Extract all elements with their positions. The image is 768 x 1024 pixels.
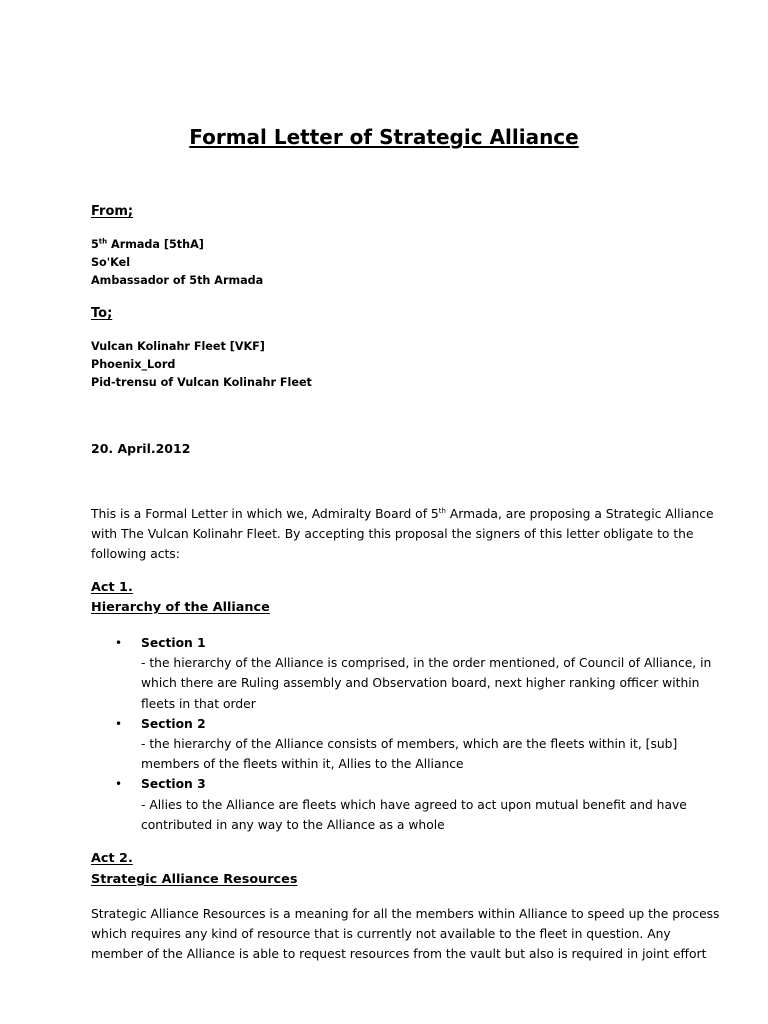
intro-line-1 <box>91 504 714 524</box>
act-2-paragraph <box>91 904 720 965</box>
intro-line-2: with The Vulcan Kolinahr Fleet. By accepting this proposal the signers of this letter obligate to the <box>91 527 694 542</box>
section-text-line: - the hierarchy of the Alliance consists of members, which are the fleets within it, [sub] <box>141 737 678 752</box>
section-item <box>113 633 712 714</box>
from-heading: From; <box>91 204 134 219</box>
intro-line-1-end: Armada, are proposing a Strategic Alliance <box>445 507 714 521</box>
act-2-line: member of the Alliance is able to request resources from the vault but also is required in joint effort <box>91 947 707 962</box>
bullet-icon: • <box>115 636 123 650</box>
document-title: Formal Letter of Strategic Alliance <box>189 125 579 149</box>
act-2-title: Strategic Alliance Resources <box>91 872 298 887</box>
recipient-role: Pid-trensu of Vulcan Kolinahr Fleet <box>91 376 312 389</box>
section-item <box>113 714 693 775</box>
section-title: Section 1 <box>141 636 206 650</box>
sender-role: Ambassador of 5th Armada <box>91 274 264 287</box>
act-2-line: Strategic Alliance Resources is a meaning for all the members within Alliance to speed up the process <box>91 907 720 921</box>
section-title: Section 2 <box>141 716 206 731</box>
section-text-line: contributed in any way to the Alliance as a whole <box>141 817 445 832</box>
section-text-line: members of the fleets within it, Allies to the Alliance <box>141 757 464 772</box>
act-2-line: which requires any kind of resource that is currently not available to the fleet in question. Any <box>91 927 671 942</box>
act-2-number: Act 2. <box>91 851 133 866</box>
intro-superscript: th <box>438 506 446 515</box>
sender-organization <box>91 236 204 255</box>
section-text-line: which there are Ruling assembly and Observation board, next higher ranking officer within <box>141 676 700 691</box>
act-1-number: Act 1. <box>91 580 133 595</box>
sender-organization-rest: Armada [5thA] <box>107 238 204 251</box>
section-item <box>113 774 693 835</box>
section-text-line: - the hierarchy of the Alliance is comprised, in the order mentioned, of Council of Alliance, in <box>141 656 712 671</box>
act-1-sections <box>113 633 712 835</box>
section-text-line: fleets in that order <box>141 696 256 711</box>
recipient-organization: Vulcan Kolinahr Fleet [VKF] <box>91 340 265 353</box>
recipient-name: Phoenix_Lord <box>91 358 176 371</box>
section-text-line: - Allies to the Alliance are fleets which have agreed to act upon mutual benefit and have <box>141 797 687 812</box>
intro-paragraph <box>91 504 714 565</box>
sender-number: 5 <box>91 238 99 251</box>
intro-line-3: following acts: <box>91 547 180 562</box>
letter-date: 20. April.2012 <box>91 441 191 456</box>
intro-line-1-start: This is a Formal Letter in which we, Admiralty Board of 5 <box>91 507 439 521</box>
bullet-icon: • <box>115 716 123 731</box>
sender-superscript: th <box>98 237 108 246</box>
sender-name: So'Kel <box>91 256 131 269</box>
to-heading: To; <box>91 306 113 321</box>
bullet-icon: • <box>115 777 123 792</box>
act-1-title: Hierarchy of the Alliance <box>91 600 270 615</box>
section-title: Section 3 <box>141 777 206 792</box>
